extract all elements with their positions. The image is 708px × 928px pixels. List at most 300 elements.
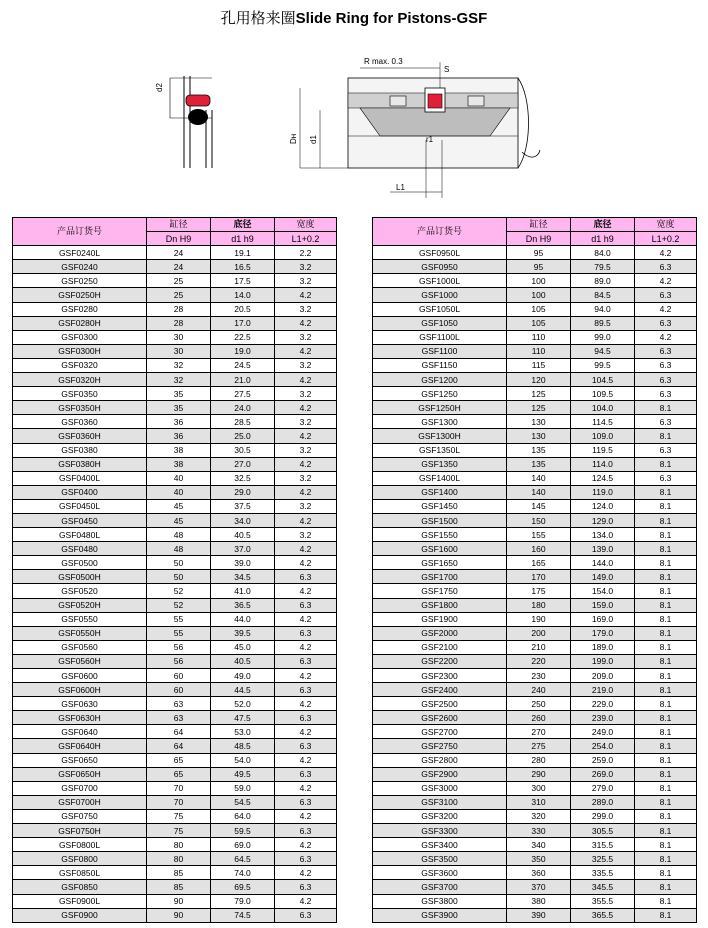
width-cell: 8.1 xyxy=(635,626,697,640)
groove-cell: 249.0 xyxy=(571,725,635,739)
width-cell: 3.2 xyxy=(275,471,337,485)
label-d1: d1 xyxy=(309,135,318,144)
groove-cell: 315.5 xyxy=(571,838,635,852)
bore-cell: 210 xyxy=(507,640,571,654)
part-no-cell: GSF0350 xyxy=(13,387,147,401)
width-cell: 8.1 xyxy=(635,894,697,908)
groove-cell: 37.5 xyxy=(211,499,275,513)
groove-cell: 109.0 xyxy=(571,429,635,443)
table-row xyxy=(373,753,697,767)
table-row xyxy=(373,612,697,626)
label-r1: r1 xyxy=(426,135,434,144)
groove-cell: 84.5 xyxy=(571,288,635,302)
groove-cell: 24.0 xyxy=(211,401,275,415)
part-no-cell: GSF0500 xyxy=(13,556,147,570)
bore-cell: 95 xyxy=(507,246,571,260)
width-cell: 8.1 xyxy=(635,824,697,838)
bore-cell: 105 xyxy=(507,316,571,330)
width-cell: 4.2 xyxy=(275,640,337,654)
header-part-no: 产品订货号 xyxy=(13,218,147,246)
table-row xyxy=(13,344,337,358)
part-no-cell: GSF1600 xyxy=(373,542,507,556)
width-cell: 6.3 xyxy=(635,344,697,358)
width-cell: 3.2 xyxy=(275,302,337,316)
part-no-cell: GSF1050 xyxy=(373,316,507,330)
bore-cell: 170 xyxy=(507,570,571,584)
width-cell: 4.2 xyxy=(275,513,337,527)
groove-cell: 34.5 xyxy=(211,570,275,584)
table-row xyxy=(373,626,697,640)
table-row xyxy=(13,457,337,471)
width-cell: 4.2 xyxy=(275,288,337,302)
width-cell: 8.1 xyxy=(635,485,697,499)
width-cell: 8.1 xyxy=(635,697,697,711)
width-cell: 6.3 xyxy=(635,387,697,401)
part-no-cell: GSF0850 xyxy=(13,880,147,894)
groove-cell: 19.0 xyxy=(211,344,275,358)
part-no-cell: GSF0360 xyxy=(13,415,147,429)
width-cell: 3.2 xyxy=(275,358,337,372)
part-no-cell: GSF0450 xyxy=(13,513,147,527)
part-no-cell: GSF0250 xyxy=(13,274,147,288)
groove-cell: 89.0 xyxy=(571,274,635,288)
part-no-cell: GSF1100 xyxy=(373,344,507,358)
groove-cell: 114.5 xyxy=(571,415,635,429)
bore-cell: 135 xyxy=(507,443,571,457)
part-no-cell: GSF3500 xyxy=(373,852,507,866)
bore-cell: 25 xyxy=(147,288,211,302)
bore-cell: 250 xyxy=(507,697,571,711)
bore-cell: 85 xyxy=(147,880,211,894)
header-groove-sub: d1 h9 xyxy=(571,232,635,246)
groove-cell: 94.5 xyxy=(571,344,635,358)
table-row xyxy=(373,499,697,513)
bore-cell: 55 xyxy=(147,626,211,640)
part-no-cell: GSF1000 xyxy=(373,288,507,302)
groove-cell: 74.5 xyxy=(211,908,275,922)
bore-cell: 70 xyxy=(147,795,211,809)
label-dn: Dн xyxy=(289,133,298,144)
part-no-cell: GSF2400 xyxy=(373,683,507,697)
table-row xyxy=(13,570,337,584)
part-no-cell: GSF0360H xyxy=(13,429,147,443)
table-row xyxy=(13,415,337,429)
part-no-cell: GSF0450L xyxy=(13,499,147,513)
groove-cell: 20.5 xyxy=(211,302,275,316)
groove-cell: 269.0 xyxy=(571,767,635,781)
groove-cell: 129.0 xyxy=(571,513,635,527)
bore-cell: 30 xyxy=(147,330,211,344)
width-cell: 8.1 xyxy=(635,767,697,781)
width-cell: 6.3 xyxy=(275,683,337,697)
part-no-cell: GSF3400 xyxy=(373,838,507,852)
groove-cell: 79.0 xyxy=(211,894,275,908)
header-bore: 缸径 xyxy=(147,218,211,232)
assembly-section-view xyxy=(289,57,540,198)
width-cell: 6.3 xyxy=(275,908,337,922)
table-row xyxy=(13,894,337,908)
width-cell: 6.3 xyxy=(635,358,697,372)
part-no-cell: GSF2900 xyxy=(373,767,507,781)
table-row xyxy=(13,781,337,795)
bore-cell: 100 xyxy=(507,288,571,302)
part-no-cell: GSF3200 xyxy=(373,809,507,823)
groove-cell: 34.0 xyxy=(211,513,275,527)
groove-cell: 22.5 xyxy=(211,330,275,344)
bore-cell: 240 xyxy=(507,683,571,697)
part-no-cell: GSF0700 xyxy=(13,781,147,795)
part-no-cell: GSF1150 xyxy=(373,358,507,372)
table-row xyxy=(13,626,337,640)
table-row xyxy=(373,542,697,556)
groove-cell: 54.0 xyxy=(211,753,275,767)
table-row xyxy=(373,584,697,598)
width-cell: 4.2 xyxy=(275,344,337,358)
bore-cell: 140 xyxy=(507,471,571,485)
part-no-cell: GSF1400L xyxy=(373,471,507,485)
groove-cell: 40.5 xyxy=(211,528,275,542)
table-row xyxy=(13,584,337,598)
bore-cell: 380 xyxy=(507,894,571,908)
table-row xyxy=(13,669,337,683)
table-row xyxy=(13,654,337,668)
table-row xyxy=(373,246,697,260)
groove-cell: 64.0 xyxy=(211,809,275,823)
bore-cell: 115 xyxy=(507,358,571,372)
table-row xyxy=(373,471,697,485)
width-cell: 6.3 xyxy=(275,626,337,640)
groove-cell: 21.0 xyxy=(211,373,275,387)
part-no-cell: GSF2300 xyxy=(373,669,507,683)
width-cell: 4.2 xyxy=(635,274,697,288)
groove-cell: 59.5 xyxy=(211,824,275,838)
groove-cell: 40.5 xyxy=(211,654,275,668)
table-row xyxy=(373,852,697,866)
table-row xyxy=(373,260,697,274)
table-row xyxy=(373,908,697,922)
groove-cell: 134.0 xyxy=(571,528,635,542)
groove-cell: 49.5 xyxy=(211,767,275,781)
part-no-cell: GSF1250H xyxy=(373,401,507,415)
width-cell: 8.1 xyxy=(635,809,697,823)
width-cell: 6.3 xyxy=(635,443,697,457)
part-no-cell: GSF2600 xyxy=(373,711,507,725)
width-cell: 6.3 xyxy=(275,824,337,838)
part-no-cell: GSF1400 xyxy=(373,485,507,499)
bore-cell: 390 xyxy=(507,908,571,922)
width-cell: 6.3 xyxy=(275,767,337,781)
bore-cell: 300 xyxy=(507,781,571,795)
bore-cell: 145 xyxy=(507,499,571,513)
seal-cross-section-diagram xyxy=(150,48,542,204)
bore-cell: 90 xyxy=(147,908,211,922)
width-cell: 8.1 xyxy=(635,654,697,668)
bore-cell: 360 xyxy=(507,866,571,880)
groove-cell: 79.5 xyxy=(571,260,635,274)
width-cell: 8.1 xyxy=(635,852,697,866)
groove-cell: 169.0 xyxy=(571,612,635,626)
bore-cell: 48 xyxy=(147,528,211,542)
bore-cell: 350 xyxy=(507,852,571,866)
table-row xyxy=(13,260,337,274)
bore-cell: 55 xyxy=(147,612,211,626)
table-row xyxy=(13,302,337,316)
width-cell: 3.2 xyxy=(275,387,337,401)
bore-cell: 56 xyxy=(147,654,211,668)
bore-cell: 180 xyxy=(507,598,571,612)
groove-cell: 289.0 xyxy=(571,795,635,809)
part-no-cell: GSF0950 xyxy=(373,260,507,274)
header-bore-sub: Dn H9 xyxy=(147,232,211,246)
width-cell: 6.3 xyxy=(275,711,337,725)
header-width-sub: L1+0.2 xyxy=(635,232,697,246)
bore-cell: 150 xyxy=(507,513,571,527)
groove-cell: 17.5 xyxy=(211,274,275,288)
bore-cell: 75 xyxy=(147,824,211,838)
bore-cell: 155 xyxy=(507,528,571,542)
table-row xyxy=(373,781,697,795)
groove-cell: 36.5 xyxy=(211,598,275,612)
header-bore-sub: Dn H9 xyxy=(507,232,571,246)
part-no-cell: GSF0380H xyxy=(13,457,147,471)
groove-cell: 124.5 xyxy=(571,471,635,485)
groove-cell: 149.0 xyxy=(571,570,635,584)
bore-cell: 38 xyxy=(147,457,211,471)
part-no-cell: GSF1050L xyxy=(373,302,507,316)
bore-cell: 275 xyxy=(507,739,571,753)
bore-cell: 28 xyxy=(147,302,211,316)
width-cell: 8.1 xyxy=(635,838,697,852)
groove-cell: 52.0 xyxy=(211,697,275,711)
part-no-cell: GSF1750 xyxy=(373,584,507,598)
table-row xyxy=(373,725,697,739)
groove-cell: 27.5 xyxy=(211,387,275,401)
table-row xyxy=(13,809,337,823)
groove-cell: 32.5 xyxy=(211,471,275,485)
width-cell: 6.3 xyxy=(635,415,697,429)
groove-cell: 49.0 xyxy=(211,669,275,683)
groove-cell: 16.5 xyxy=(211,260,275,274)
part-no-cell: GSF0320 xyxy=(13,358,147,372)
width-cell: 6.3 xyxy=(635,288,697,302)
label-s: S xyxy=(444,65,450,74)
table-row xyxy=(13,753,337,767)
table-row xyxy=(373,288,697,302)
part-no-cell: GSF0480 xyxy=(13,542,147,556)
width-cell: 3.2 xyxy=(275,415,337,429)
groove-cell: 59.0 xyxy=(211,781,275,795)
part-no-cell: GSF2000 xyxy=(373,626,507,640)
header-width-sub: L1+0.2 xyxy=(275,232,337,246)
groove-cell: 159.0 xyxy=(571,598,635,612)
groove-cell: 345.5 xyxy=(571,880,635,894)
part-no-cell: GSF0650H xyxy=(13,767,147,781)
table-row xyxy=(13,246,337,260)
bore-cell: 290 xyxy=(507,767,571,781)
part-no-cell: GSF1900 xyxy=(373,612,507,626)
table-row xyxy=(373,824,697,838)
table-row xyxy=(13,739,337,753)
bore-cell: 370 xyxy=(507,880,571,894)
part-no-cell: GSF0600 xyxy=(13,669,147,683)
bore-cell: 175 xyxy=(507,584,571,598)
table-row xyxy=(13,852,337,866)
table-row xyxy=(373,711,697,725)
part-no-cell: GSF1250 xyxy=(373,387,507,401)
part-no-cell: GSF1800 xyxy=(373,598,507,612)
width-cell: 8.1 xyxy=(635,556,697,570)
table-body-left xyxy=(13,246,337,923)
part-no-cell: GSF0480L xyxy=(13,528,147,542)
groove-cell: 114.0 xyxy=(571,457,635,471)
width-cell: 8.1 xyxy=(635,683,697,697)
part-no-cell: GSF0280H xyxy=(13,316,147,330)
table-row xyxy=(373,598,697,612)
part-no-cell: GSF3800 xyxy=(373,894,507,908)
groove-cell: 69.0 xyxy=(211,838,275,852)
width-cell: 4.2 xyxy=(275,485,337,499)
part-no-cell: GSF0950L xyxy=(373,246,507,260)
bore-cell: 35 xyxy=(147,401,211,415)
bore-cell: 70 xyxy=(147,781,211,795)
width-cell: 3.2 xyxy=(275,274,337,288)
table-row xyxy=(13,429,337,443)
width-cell: 4.2 xyxy=(275,809,337,823)
part-no-cell: GSF1550 xyxy=(373,528,507,542)
bore-cell: 125 xyxy=(507,401,571,415)
part-no-cell: GSF2750 xyxy=(373,739,507,753)
header-width: 宽度 xyxy=(635,218,697,232)
width-cell: 8.1 xyxy=(635,781,697,795)
width-cell: 6.3 xyxy=(275,852,337,866)
width-cell: 8.1 xyxy=(635,669,697,683)
width-cell: 3.2 xyxy=(275,499,337,513)
width-cell: 4.2 xyxy=(275,838,337,852)
groove-cell: 64.5 xyxy=(211,852,275,866)
groove-cell: 299.0 xyxy=(571,809,635,823)
table-row xyxy=(373,513,697,527)
width-cell: 8.1 xyxy=(635,612,697,626)
groove-cell: 69.5 xyxy=(211,880,275,894)
part-no-cell: GSF1300 xyxy=(373,415,507,429)
table-row xyxy=(373,669,697,683)
bore-cell: 120 xyxy=(507,373,571,387)
bore-cell: 200 xyxy=(507,626,571,640)
bore-cell: 40 xyxy=(147,471,211,485)
bore-cell: 45 xyxy=(147,513,211,527)
width-cell: 8.1 xyxy=(635,640,697,654)
bore-cell: 110 xyxy=(507,330,571,344)
width-cell: 8.1 xyxy=(635,542,697,556)
width-cell: 4.2 xyxy=(635,330,697,344)
table-row xyxy=(373,866,697,880)
page-title xyxy=(0,6,708,31)
groove-cell: 259.0 xyxy=(571,753,635,767)
groove-cell: 54.5 xyxy=(211,795,275,809)
table-row xyxy=(373,373,697,387)
width-cell: 8.1 xyxy=(635,866,697,880)
part-no-cell: GSF1500 xyxy=(373,513,507,527)
width-cell: 4.2 xyxy=(275,457,337,471)
bore-cell: 190 xyxy=(507,612,571,626)
spec-table-left xyxy=(12,217,337,923)
table-row xyxy=(13,767,337,781)
bore-cell: 130 xyxy=(507,429,571,443)
table-row xyxy=(373,358,697,372)
bore-cell: 52 xyxy=(147,584,211,598)
table-row xyxy=(13,401,337,415)
bore-cell: 310 xyxy=(507,795,571,809)
groove-cell: 89.5 xyxy=(571,316,635,330)
header-groove: 底径 xyxy=(571,218,635,232)
part-no-cell: GSF2200 xyxy=(373,654,507,668)
ring-section-view xyxy=(155,76,212,168)
width-cell: 8.1 xyxy=(635,499,697,513)
width-cell: 6.3 xyxy=(635,471,697,485)
table-row xyxy=(13,513,337,527)
part-no-cell: GSF0280 xyxy=(13,302,147,316)
groove-cell: 219.0 xyxy=(571,683,635,697)
table-row xyxy=(373,401,697,415)
table-row xyxy=(373,838,697,852)
part-no-cell: GSF2800 xyxy=(373,753,507,767)
part-no-cell: GSF0560H xyxy=(13,654,147,668)
title-chinese: 孔用格来圈 xyxy=(220,9,296,27)
bore-cell: 100 xyxy=(507,274,571,288)
bore-cell: 95 xyxy=(507,260,571,274)
bore-cell: 90 xyxy=(147,894,211,908)
width-cell: 4.2 xyxy=(275,894,337,908)
bore-cell: 60 xyxy=(147,669,211,683)
table-row xyxy=(373,683,697,697)
header-groove-sub: d1 h9 xyxy=(211,232,275,246)
width-cell: 6.3 xyxy=(635,260,697,274)
part-no-cell: GSF0550 xyxy=(13,612,147,626)
width-cell: 8.1 xyxy=(635,513,697,527)
table-row xyxy=(13,880,337,894)
part-no-cell: GSF0350H xyxy=(13,401,147,415)
width-cell: 4.2 xyxy=(275,584,337,598)
table-row xyxy=(373,330,697,344)
width-cell: 8.1 xyxy=(635,401,697,415)
groove-cell: 14.0 xyxy=(211,288,275,302)
table-row xyxy=(13,640,337,654)
label-l1: L1 xyxy=(396,183,405,192)
bore-cell: 28 xyxy=(147,316,211,330)
table-row xyxy=(373,485,697,499)
part-no-cell: GSF0750H xyxy=(13,824,147,838)
bore-cell: 50 xyxy=(147,556,211,570)
part-no-cell: GSF0300H xyxy=(13,344,147,358)
width-cell: 8.1 xyxy=(635,795,697,809)
part-no-cell: GSF3300 xyxy=(373,824,507,838)
bore-cell: 330 xyxy=(507,824,571,838)
part-no-cell: GSF0300 xyxy=(13,330,147,344)
table-row xyxy=(373,429,697,443)
part-no-cell: GSF1700 xyxy=(373,570,507,584)
bore-cell: 270 xyxy=(507,725,571,739)
part-no-cell: GSF1300H xyxy=(373,429,507,443)
part-no-cell: GSF0850L xyxy=(13,866,147,880)
width-cell: 6.3 xyxy=(635,373,697,387)
width-cell: 3.2 xyxy=(275,443,337,457)
part-no-cell: GSF0640H xyxy=(13,739,147,753)
bore-cell: 65 xyxy=(147,767,211,781)
bore-cell: 125 xyxy=(507,387,571,401)
width-cell: 8.1 xyxy=(635,725,697,739)
table-row xyxy=(13,725,337,739)
header-bore: 缸径 xyxy=(507,218,571,232)
